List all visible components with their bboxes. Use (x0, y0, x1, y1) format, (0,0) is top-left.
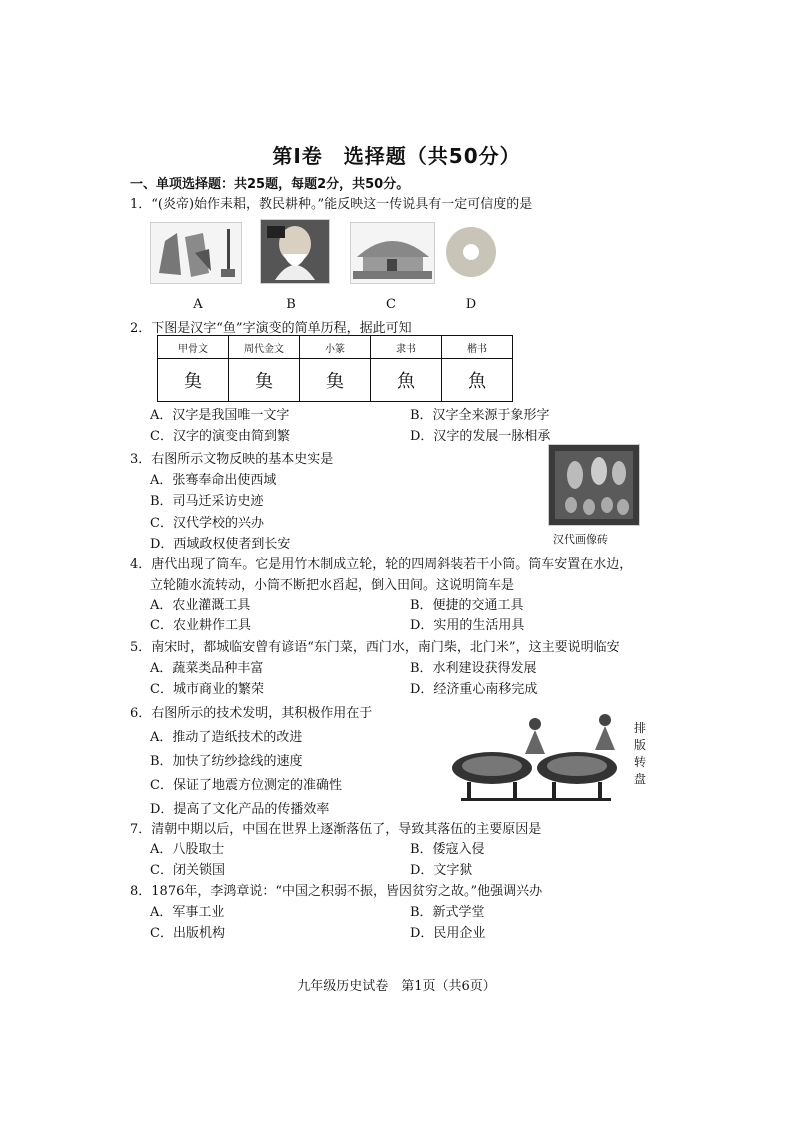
q8-option-d: D．民用企业 (410, 926, 486, 941)
q8-option-c: C．出版机构 (150, 926, 225, 941)
q3-image-caption: 汉代画像砖 (553, 533, 608, 546)
q6-option-d: D．提高了文化产品的传播效率 (150, 802, 330, 817)
q7-option-d: D．文字狱 (410, 863, 473, 878)
q1-label-c: C (386, 297, 396, 312)
q3-stem: 3．右图所示文物反映的基本史实是 (130, 452, 334, 467)
q2-option-d: D．汉字的发展一脉相承 (410, 429, 551, 444)
q8-stem: 8．1876年，李鸿章说：“中国之积弱不振，皆因贫穷之故。”他强调兴办 (130, 884, 543, 899)
section-heading: 一、单项选择题：共25题，每题2分，共50分。 (130, 177, 410, 192)
q4-option-c: C．农业耕作工具 (150, 618, 251, 633)
table-header-regular: 楷书 (442, 336, 513, 359)
q3-option-b: B．司马迁采访史迹 (150, 494, 264, 509)
q5-option-c: C．城市商业的繁荣 (150, 682, 264, 697)
glyph-small-seal: 𩵋 (300, 359, 371, 402)
q1-image-b-yandi-portrait (260, 219, 330, 284)
q4-stem-line1: 4．唐代出现了筒车。它是用竹木制成立轮，轮的四周斜装若干小筒。筒车安置在水边， (130, 557, 633, 572)
q1-label-d: D (465, 297, 477, 312)
q7-option-c: C．闭关锁国 (150, 863, 225, 878)
q3-option-c: C．汉代学校的兴办 (150, 516, 264, 531)
q7-option-a: A．八股取士 (150, 842, 225, 857)
q7-option-b: B．倭寇入侵 (410, 842, 485, 857)
q1-label-a: A (193, 297, 203, 312)
glyph-regular: 魚 (442, 359, 513, 402)
q1-stem: 1．“(炎帝)始作耒耜，教民耕种。”能反映这一传说具有一定可信度的是 (130, 197, 533, 212)
q6-stem: 6．右图所示的技术发明，其积极作用在于 (130, 706, 373, 721)
q3-option-d: D．西域政权使者到长安 (150, 537, 291, 552)
q6-option-a: A．推动了造纸技术的改进 (150, 730, 303, 745)
q5-option-a: A．蔬菜类品种丰富 (150, 661, 264, 676)
q5-stem: 5．南宋时，都城临安曾有谚语“东门菜，西门水，南门柴，北门米”，这主要说明临安 (130, 640, 620, 655)
q3-option-a: A．张骞奉命出使西域 (150, 473, 277, 488)
q1-image-c-ancient-house (350, 222, 435, 284)
table-header-bronze: 周代金文 (229, 336, 300, 359)
q1-image-a-farm-tools (150, 222, 242, 284)
glyph-oracle: 𩵋 (158, 359, 229, 402)
page-footer: 九年级历史试卷 第1页（共6页） (297, 979, 496, 994)
q5-option-b: B．水利建设获得发展 (410, 661, 537, 676)
q8-option-a: A．军事工业 (150, 905, 225, 920)
table-header-clerical: 隶书 (371, 336, 442, 359)
q4-stem-line2: 立轮随水流转动，小筒不断把水舀起，倒入田间。这说明筒车是 (150, 578, 515, 593)
q7-stem: 7．清朝中期以后，中国在世界上逐渐落伍了，导致其落伍的主要原因是 (130, 822, 542, 837)
q6-image-type-rotating-table (447, 710, 624, 805)
q3-image-han-brick (548, 444, 640, 526)
table-header-oracle: 甲骨文 (158, 336, 229, 359)
fish-character-evolution-table (157, 335, 513, 402)
q2-option-b: B．汉字全来源于象形字 (410, 408, 550, 423)
q2-option-c: C．汉字的演变由简到繁 (150, 429, 290, 444)
q1-image-d-stone-disk (443, 222, 500, 282)
glyph-bronze: 𩵋 (229, 359, 300, 402)
q8-option-b: B．新式学堂 (410, 905, 485, 920)
q5-option-d: D．经济重心南移完成 (410, 682, 538, 697)
table-header-small-seal: 小篆 (300, 336, 371, 359)
q4-option-a: A．农业灌溉工具 (150, 598, 251, 613)
q4-option-b: B．便捷的交通工具 (410, 598, 524, 613)
q6-option-c: C．保证了地震方位测定的准确性 (150, 778, 342, 793)
glyph-clerical: 魚 (371, 359, 442, 402)
q6-image-caption: 排版转盘 (633, 721, 646, 786)
q2-stem: 2．下图是汉字“鱼”字演变的简单历程，据此可知 (130, 321, 412, 336)
q2-option-a: A．汉字是我国唯一文字 (150, 408, 290, 423)
q1-label-b: B (286, 297, 296, 312)
page-title: 第Ⅰ卷 选择题（共50分） (272, 144, 521, 168)
q4-option-d: D．实用的生活用具 (410, 618, 525, 633)
q6-option-b: B．加快了纺纱捻线的速度 (150, 754, 303, 769)
